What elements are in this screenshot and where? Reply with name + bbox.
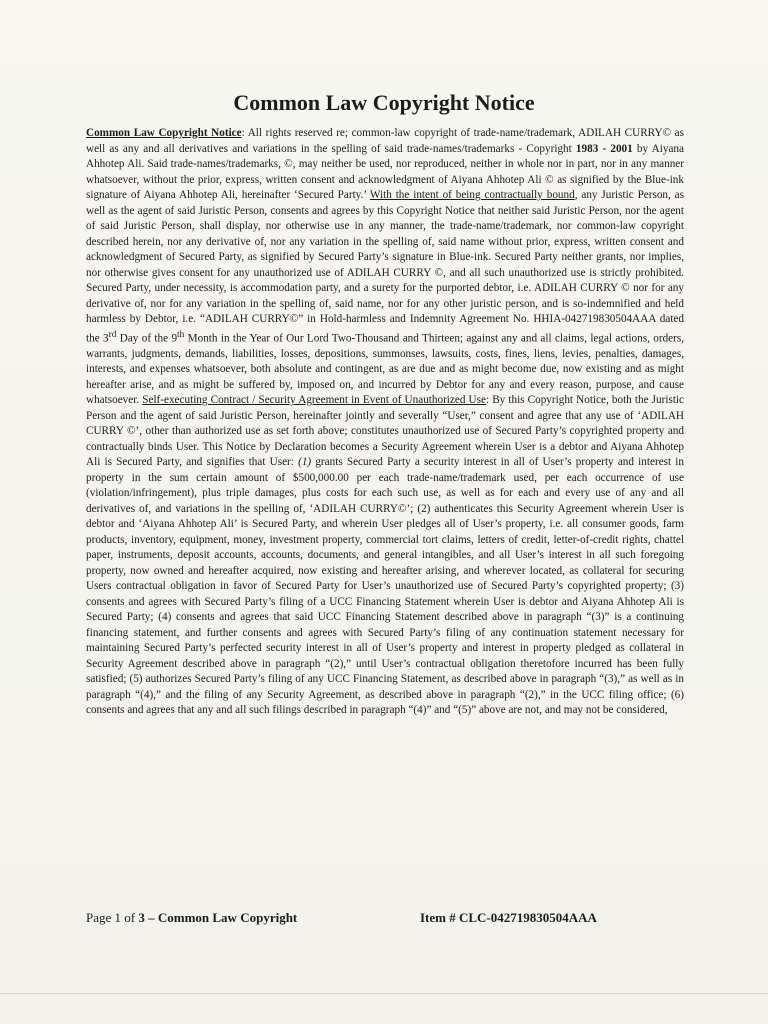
- intent-clause: With the intent of being contractually bound: [369, 189, 575, 201]
- self-executing-heading: Self-executing Contract / Security Agreement in Event of Unauthorized Use: [142, 394, 486, 407]
- notice-text-1: : All rights reserved re; common-law copyright of trade-name/trademark, ADILAH CURRY© as well as any and all derivatives and variations in the spelling of said trade-names/trademarks - Copyright: [86, 127, 685, 155]
- footer-page-suffix: – Common Law Copyright: [144, 910, 298, 925]
- notice-text-7: grants Secured Party a security interest in all of User’s property and interest in property in the sum certain amount of $500,000.00 per each trade-name/trademark used, per each occurrence of use (violation/infringement), plus triple damages, plus costs for each such use, as well as for each and every use of any and all derivatives of, and variations in the spelling of, ‘ADILAH CURRY©’; (2) authenticates this Security Agreement wherein User is debtor and ‘Aiyana Ahhotep Ali’ is Secured Party, and wherein User pledges all of User’s property, i.e. all consumer goods, farm products, inventory, equipment, money, investment property, commercial tort claims, letters of credit, letter-of-credit rights, chattel paper, instruments, deposit accounts, accounts, documents, and general intangibles, and all User’s interest in all such foregoing property, now owned and hereafter acquired, now existing and hereafter arising, and wherever located, as collateral for securing Users contractual obligation in favor of Secured Party for User’s unauthorized use of Secured Party’s copyrighted property; (3) consents and agrees with Secured Party’s filing of a UCC Financing Statement wherein User is debtor and Aiyana Ahhotep Ali is Secured Party; (4) consents and agrees that said UCC Financing Statement described above in paragraph “(3)” is a continuing financing statement, and further consents and agrees with Secured Party’s filing of any continuation statement necessary for maintaining Secured Party’s perfected security interest in all of User’s property and interest in property pledged as collateral in Security Agreement described above in paragraph “(2),” until User’s contractual obligation theretofore incurred has been fully satisfied; (5) authorizes Secured Party’s filing of any UCC Financing Statement, as described above in paragraph “(3),” as well as in paragraph “(4),” and the filing of any Security Agreement, as described above in paragraph “(2),” in the UCC filing office; (6) consents and agrees that any and all such filings described in paragraph “(4)” and “(5)” above are not, and may not be considered,: [86, 456, 685, 717]
- notice-body: [86, 126, 684, 719]
- copyright-years: 1983 - 2001: [575, 142, 633, 155]
- superscript-rd: rd: [108, 329, 117, 340]
- notice-text-3: , any Juristic Person, as well as the agent of said Juristic Person, consents and agrees by this Copyright Notice that neither said Juristic Person, nor the agent of said Juristic Person, shall display, nor otherwise use in any manner, the trade-name/trademark, nor common-law copyright described herein, nor any derivative of, nor any variation in the spelling of, said name without prior, express, written consent and acknowledgment of Secured Party, as signified by Secured Party’s signature in Blue-ink. Secured Party neither grants, nor implies, nor otherwise gives consent for any unauthorized use of ADILAH CURRY ©, and all such unauthorized use is strictly prohibited. Secured Party, under necessity, is accommodation party, and a surety for the purported debtor, i.e. ADILAH CURRY © nor for any derivative of, nor for any variation in the spelling of, said name, nor for any other juristic person, and is so-indemnified and held harmless by Debtor, i.e. “ADILAH CURRY©” in Hold-harmless and Indemnity Agreement No. HHIA-042719830504AAA dated the 3: [86, 189, 684, 345]
- footer-item-number: Item # CLC-042719830504AAA: [420, 910, 597, 925]
- document-title: Common Law Copyright Notice: [233, 90, 535, 115]
- notice-text-4: Day of the 9: [116, 332, 178, 345]
- footer-page-total: 3: [138, 910, 145, 925]
- notice-text-6: : By this Copyright Notice, both the Juristic Person and the agent of said Juristic Person, hereinafter jointly and severally “User,” consent and agree that any use of ‘ADILAH CURRY ©’, other than authorized use as set forth above; constitutes unauthorized use of Secured Party’s copyrighted property and contractually binds User. This Notice by Declaration becomes a Security Agreement wherein User is a debtor and Aiyana Ahhotep Ali is Secured Party, and signifies that User:: [86, 394, 684, 469]
- notice-text-2: by Aiyana Ahhotep Ali. Said trade-names/trademarks, ©, may neither be used, nor reproduced, neither in whole nor in part, nor in any manner whatsoever, without the prior, express, written consent and acknowledgment of Aiyana Ahhotep Ali © as signified by the Blue-ink signature of Aiyana Ahhotep Ali, hereinafter ‘Secured Party.’: [86, 142, 684, 201]
- superscript-th: th: [177, 329, 185, 340]
- notice-text-5: Month in the Year of Our Lord Two-Thousand and Thirteen; against any and all claims, legal actions, orders, warrants, judgments, demands, liabilities, losses, depositions, summonses, lawsuits, costs, fines, liens, levies, penalties, damages, interests, and expenses whatsoever, both absolute and contingent, as are due and as might become due, now existing and as might hereafter arise, and as might be suffered by, imposed on, and incurred by Debtor for any and every reason, purpose, and cause whatsoever.: [86, 332, 684, 407]
- item-one-marker: (1): [298, 456, 312, 469]
- page-divider: [0, 993, 768, 994]
- notice-lead-label: Common Law Copyright Notice: [86, 127, 242, 139]
- footer-page-prefix: Page 1 of: [86, 910, 139, 925]
- footer-page-info: [86, 910, 297, 926]
